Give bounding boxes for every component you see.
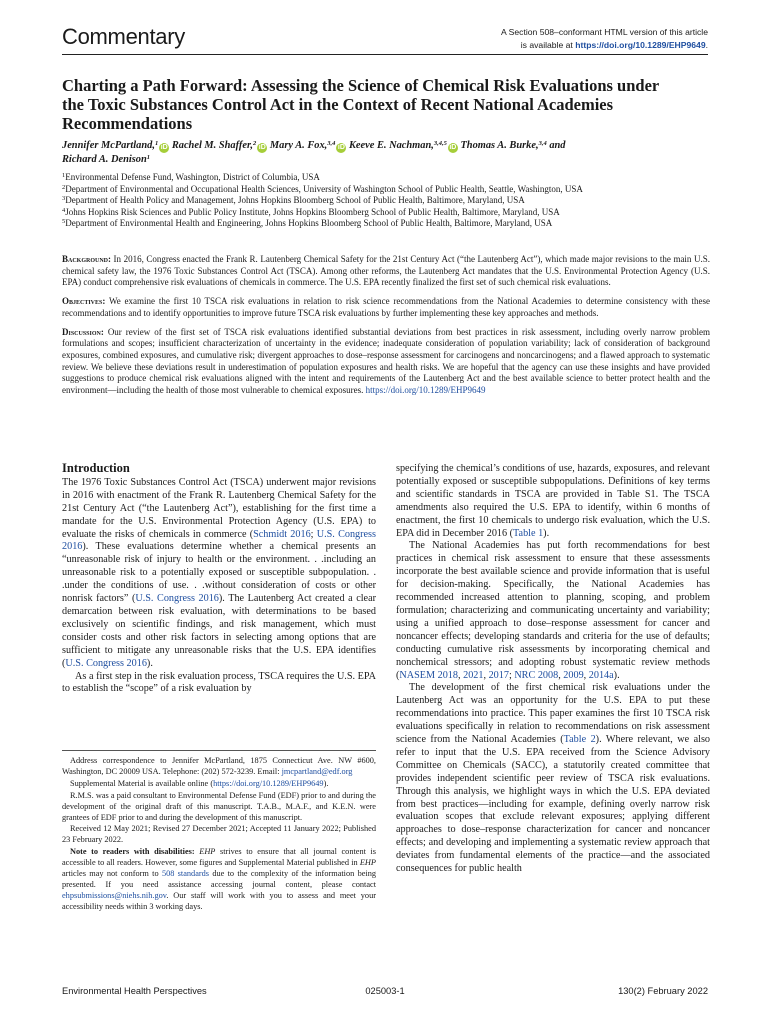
authors-and: and — [549, 140, 566, 151]
header-divider — [62, 54, 708, 55]
author: Jennifer McPartland,$^1$iD — [62, 140, 168, 151]
citation-link[interactable]: 2021 — [463, 669, 484, 681]
html-version-link[interactable]: https://doi.org/10.1289/EHP9649 — [575, 40, 706, 50]
author: Thomas A. Burke,$^{3,4}$ — [460, 140, 547, 151]
abstract-discussion: Discussion: Our review of the first set of TSCA risk evaluations identified substantial deviations from best practices in risk assessment, including overly narrow problem formulations and scopes; insufficient characterization of uncertainty in the evidence; inadequate consideration of population variability; lack of consideration of background exposures, combined exposures, and cumulative risk; divergent approaches to dose–response assessment for carcinogens and noncarcinogens; and a flawed approach to systematic review. We believe these deviations result in underestimation of population exposures and health risks. We are hopeful that the agency can use these insights and have provided suggestions to produce chemical risk evaluations aligned with the intent and requirements of the Lautenberg Act and the best available science to better protect health and the environment—including the health of those most vulnerable to chemical exposures. https://doi.org/10.1289/EHP9649 — [62, 326, 710, 396]
journal-name: Environmental Health Perspectives — [62, 986, 207, 996]
orcid-icon[interactable]: iD — [449, 144, 457, 151]
issue-info: 130(2) February 2022 — [618, 986, 708, 996]
html-version-note — [468, 26, 708, 52]
table-link[interactable]: Table 2 — [563, 734, 596, 746]
body-paragraph: The development of the first chemical risk evaluations under the Lautenberg Act was an opportunity for the U.S. EPA to put these recommendations into practice. This paper examines the first 10 TSCA risk evaluations specifically in relation to recommendations on risk assessment science from the National Academies (Table 2). Where relevant, we also refer to input that the U.S. EPA received from the Science Advisory Committee on Chemicals (SACC), a statutorily created committee that provides independent scientific peer review of TSCA risk evaluations. Through this analysis, we highlight ways in which the U.S. EPA deviated from best practices—including for example, defining overly narrow risk evaluation scopes that exclude relevant exposures; applying different approaches to dose–response characterization for cancer and noncancer effects; and developing and implementing a systematic review approach that deviates from fundamental elements of the practice—and the associated consequences for public health — [396, 682, 711, 875]
affiliation: $^2$Department of Environmental and Occupational Health Sciences, University of Washington School of Public Health, Seattle, Washington, USA — [62, 183, 583, 194]
supplemental-link[interactable]: https://doi.org/10.1289/EHP9649 — [213, 778, 324, 788]
abstract-objectives: Objectives: We examine the first 10 TSCA risk evaluations in relation to risk science recommendations from the National Academies to determine consistency with these recommendations and to identify opportunities to improve future TSCA risk evaluations by further implementing these key approaches and methods. — [62, 296, 710, 318]
abstract-doi-link[interactable]: https://doi.org/10.1289/EHP9649 — [365, 385, 486, 396]
correspondence-note: Address correspondence to Jennifer McPartland, 1875 Connecticut Ave. NW #600, Washington, DC 20009 USA. Telephone: (202) 572-3239. Email: jmcpartland@edf.org — [62, 756, 376, 776]
author: Keeve E. Nachman,$^{3,4,5}$iD — [348, 140, 457, 151]
affiliation-list — [62, 172, 708, 230]
section-label: Commentary — [62, 24, 185, 49]
abstract — [62, 254, 710, 404]
body-paragraph: The National Academies has put forth recommendations for best practices in chemical risk assessment to ensure that these assessments incorporate the best available science and provide information that is useful for decision-making. Specifically, the National Academies has recommended increased attention to planning, scoping, and problem formulation; characterizing and communicating uncertainty and variability; using a unified approach to dose–response assessment for cancer and noncancer effects; developing standards and criteria for the use of defaults; conducting cumulative risk assessments by incorporating chemical and nonchemical stressors; and adopting robust systematic review methods (NASEM 2018, 2021, 2017; NRC 2008, 2009, 2014a). — [396, 540, 710, 681]
orcid-icon[interactable]: iD — [337, 144, 345, 151]
supplemental-note: Supplemental Material is available online (https://doi.org/10.1289/EHP9649). — [70, 778, 329, 788]
disclosure-note: R.M.S. was a paid consultant to Environmental Defense Fund (EDF) prior to and during the development of the original draft of this manuscript. T.A.B., M.A.F., and K.E.N. were grantees of EDF prior to and during the development of this manuscript. — [62, 790, 376, 822]
body-paragraph: The 1976 Toxic Substances Control Act (TSCA) underwent major revisions in 2016 with enactment of the Frank R. Lautenberg Chemical Safety for the 21st Century Act (“the Lautenberg Act”), establishing for the first time a mandate for the U.S. Environmental Protection Agency (U.S. EPA) to evaluate the risks of chemicals in commerce (Schmidt 2016; U.S. Congress 2016). These evaluations determine whether a chemical presents an “unreasonable risk of injury to health or the environment. . .including an unreasonable risk to a potentially exposed or susceptible subpopulation. . .under the conditions of use. . .without consideration of costs or other nonrisk factors” (U.S. Congress 2016). The Lautenberg Act created a clear demarcation between risk evaluation, with determinations to be based exclusively on scientific findings, and risk management, which must consider costs and other risk factors in selecting among options that are sufficient to mitigate any unreasonable risks that the U.S. EPA identifies (U.S. Congress 2016). — [62, 476, 376, 669]
citation-link[interactable]: 2017 — [488, 669, 509, 681]
body-paragraph: specifying the chemical’s conditions of use, hazards, exposures, and relevant potentially exposed or susceptible subpopulations. Definitions of key terms and scientific standards in TSCA are provided in Table S1. The TSCA amendments also required the U.S. EPA to identify, within 6 months of enactment, the first 10 chemicals to undergo risk evaluation, which the U.S. EPA did in December 2016 (Table 1). — [396, 463, 710, 539]
affiliation: $^3$Department of Health Policy and Management, Johns Hopkins Bloomberg School of Public Health, Baltimore, Maryland, USA — [62, 195, 525, 205]
citation-link[interactable]: NRC 2008 — [514, 669, 559, 681]
orcid-icon[interactable]: iD — [160, 144, 168, 151]
accessibility-note: Note to readers with disabilities: EHP strives to ensure that all journal content is accessible to all readers. However, some figures and Supplemental Material published in EHP articles may not conform to 508 standards due to the complexity of the information being presented. If you need assistance accessing journal content, please contact ehpsubmissions@niehs.nih.gov. Our staff will work with you to assess and meet your accessibility needs within 3 working days. — [62, 847, 377, 911]
affiliation: $^4$Johns Hopkins Risk Sciences and Public Policy Institute, Johns Hopkins Bloomberg School of Public Health, Baltimore, Maryland, USA — [62, 206, 560, 217]
508-standards-link[interactable]: 508 standards — [161, 869, 210, 879]
abstract-background: Background: In 2016, Congress enacted the Frank R. Lautenberg Chemical Safety for the 21st Century Act (“the Lautenberg Act”), which made major revisions to the main U.S. chemical safety law, the 1976 Toxic Substances Control Act (TSCA). Among other reforms, the Lautenberg Act mandates that the U.S. Environmental Protection Agency (U.S. EPA) conduct comprehensive risk evaluations of chemicals in commerce. The U.S. EPA recently finalized the first set of such chemical risk evaluations. — [62, 254, 710, 288]
footnote-divider — [62, 750, 376, 751]
author: Richard A. Denison$^1$ — [62, 154, 151, 165]
citation-link[interactable]: U.S. Congress 2016 — [65, 657, 147, 669]
citation-link[interactable]: Schmidt 2016 — [253, 528, 311, 540]
author-list — [62, 139, 702, 166]
citation-link[interactable]: U.S. Congress 2016 — [62, 528, 376, 553]
dates-note: Received 12 May 2021; Revised 27 December 2021; Accepted 11 January 2022; Published 23 February 2022. — [62, 824, 376, 845]
citation-link[interactable]: NASEM 2018 — [399, 669, 458, 681]
body-column-left — [62, 462, 376, 696]
author: Rachel M. Shaffer,$^2$iD — [171, 140, 266, 151]
table-link[interactable]: Table 1 — [513, 527, 544, 539]
body-paragraph: As a first step in the risk evaluation process, TSCA requires the U.S. EPA to establish the “scope” of a risk evaluation by — [62, 670, 376, 695]
orcid-icon[interactable]: iD — [258, 144, 266, 151]
section-heading-introduction: Introduction — [62, 461, 130, 475]
footnotes — [62, 756, 376, 914]
page-number: 025003-1 — [365, 986, 405, 996]
note-line-1: A Section 508–conformant HTML version of this article — [501, 27, 708, 37]
citation-link[interactable]: U.S. Congress 2016 — [135, 593, 219, 605]
body-column-right — [396, 463, 710, 876]
citation-link[interactable]: 2009 — [563, 669, 584, 681]
article-title: Charting a Path Forward: Assessing the Science of Chemical Risk Evaluations under the Toxic Substances Control Act in the Context of Recent National Academies Recommendations — [62, 76, 659, 133]
note-line-2: is available at https://doi.org/10.1289/EHP9649. — [520, 40, 708, 50]
affiliation: $^1$Environmental Defense Fund, Washington, District of Columbia, USA — [62, 172, 320, 182]
correspondence-email-link[interactable]: jmcpartland@edf.org — [281, 766, 353, 776]
author: Mary A. Fox,$^{3,4}$iD — [269, 140, 345, 151]
citation-link[interactable]: 2014a — [588, 669, 614, 681]
ehp-email-link[interactable]: ehpsubmissions@niehs.nih.gov — [62, 890, 167, 900]
affiliation: $^5$Department of Environmental Health and Engineering, Johns Hopkins Bloomberg School of Public Health, Baltimore, Maryland, USA — [62, 218, 553, 228]
